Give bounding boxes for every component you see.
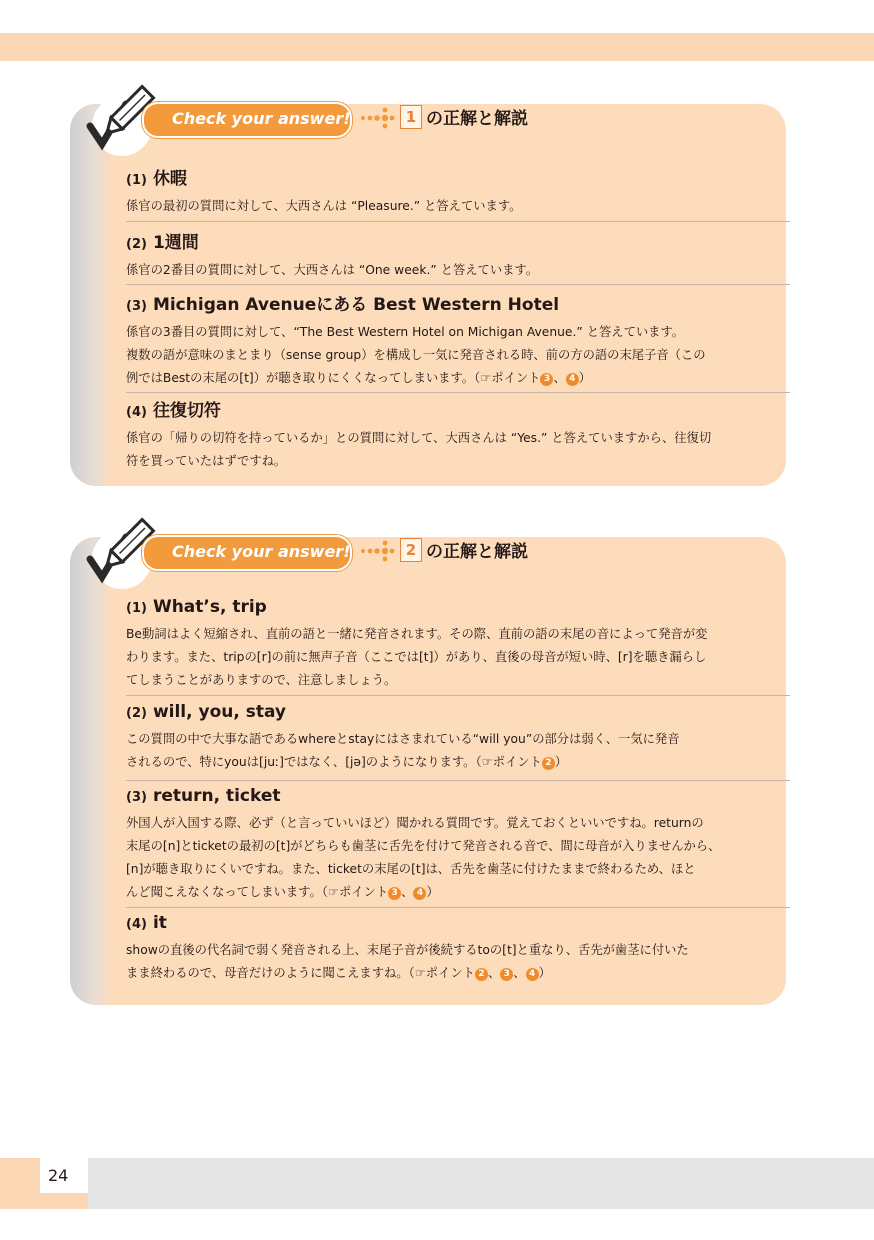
footer-bar <box>88 1158 874 1209</box>
question-heading: (3) return, ticket <box>126 786 281 806</box>
point-ref-badge: 4 <box>413 887 426 900</box>
point-ref-badge: 3 <box>540 373 553 386</box>
top-decor-band <box>0 33 874 61</box>
question-item <box>126 396 790 473</box>
section-1-content <box>70 104 786 486</box>
question-explanation: showの直後の代名詞で弱く発音される上、末尾子音が後続するtoの[t]と重なり、舌先が歯茎に付いた まま終わるので、母音だけのように聞こえますね。（☞ポイント 2 、 3 、 4 ） <box>126 943 689 980</box>
divider <box>126 221 790 222</box>
question-item <box>126 786 790 904</box>
section-title: の正解と解説 <box>426 542 528 562</box>
point-ref-badge: 2 <box>475 968 488 981</box>
question-explanation: 係官の3番目の質問に対して、“The Best Western Hotel on Michigan Avenue.” と答えています。 複数の語が意味のまとまり（sense group）を構成し一気に発音される時、前の方の語の末尾子音（この 例ではBestの末尾の[t]）が聴き取りにくくなってしまいます。（☞ポイント 3 、 4 ） <box>126 325 706 385</box>
question-explanation: 係官の最初の質問に対して、大西さんは “Pleasure.” と答えています。 <box>126 199 522 213</box>
divider <box>126 695 790 696</box>
question-heading: (1) 休暇 <box>126 169 187 189</box>
point-ref-badge: 4 <box>566 373 579 386</box>
question-explanation: 外国人が入国する際、必ず（と言っていいほど）聞かれる質問です。覚えておくといいですね。returnの 末尾の[n]とticketの最初の[t]がどちらも歯茎に舌先を付けて発音される音で、間に母音が入りませんから、 [n]が聴き取りにくいですね。また、ticketの末尾の[t]は、舌先を歯茎に付けたままで終わるため、ほと んど聞こえなくなってしまいます。（☞ポイント 3 、 4 ） <box>126 816 721 899</box>
section-2-content <box>70 537 786 1005</box>
question-heading: (4) 往復切符 <box>126 401 221 421</box>
point-ref-badge: 3 <box>500 968 513 981</box>
question-item <box>126 702 790 774</box>
point-ref-badge: 3 <box>388 887 401 900</box>
divider <box>126 392 790 393</box>
question-heading: (4) it <box>126 913 167 933</box>
question-item <box>126 164 790 218</box>
question-heading: (2) will, you, stay <box>126 702 287 722</box>
check-answer-label: Check your answer! <box>142 102 352 138</box>
question-item <box>126 290 790 390</box>
page-number: 24 <box>48 1166 69 1185</box>
question-heading: (2) 1週間 <box>126 233 199 253</box>
point-ref-badge: 2 <box>542 757 555 770</box>
question-explanation: 係官の2番目の質問に対して、大西さんは “One week.” と答えています。 <box>126 263 539 277</box>
question-item <box>126 228 790 282</box>
question-explanation: 係官の「帰りの切符を持っているか」との質問に対して、大西さんは “Yes.” と答えていますから、往復切 符を買っていたはずですね。 <box>126 431 712 468</box>
section-number: 1 <box>400 105 422 129</box>
question-explanation: Be動詞はよく短縮され、直前の語と一緒に発音されます。その際、直前の語の末尾の音によって発音が変 わります。また、tripの[r]の前に無声子音（ここでは[t]）があり、直後の母音が短い時、[r]を聴き漏らし てしまうことがありますので、注意しましょう。 <box>126 627 708 687</box>
divider <box>126 780 790 781</box>
question-heading: (1) What’s, trip <box>126 597 267 617</box>
question-heading: (3) Michigan Avenueにある Best Western Hotel <box>126 295 560 315</box>
question-item <box>126 597 790 692</box>
check-answer-label: Check your answer! <box>142 535 352 571</box>
divider <box>126 907 790 908</box>
point-ref-badge: 4 <box>526 968 539 981</box>
question-item <box>126 913 790 985</box>
section-title: の正解と解説 <box>426 109 528 129</box>
divider <box>126 284 790 285</box>
section-number: 2 <box>400 538 422 562</box>
question-explanation: この質問の中で大事な語であるwhereとstayにはさまれている“will you”の部分は弱く、一気に発音 されるので、特にyouは[juː]ではなく、[jə]のようになります。（☞ポイント 2 ） <box>126 732 680 769</box>
